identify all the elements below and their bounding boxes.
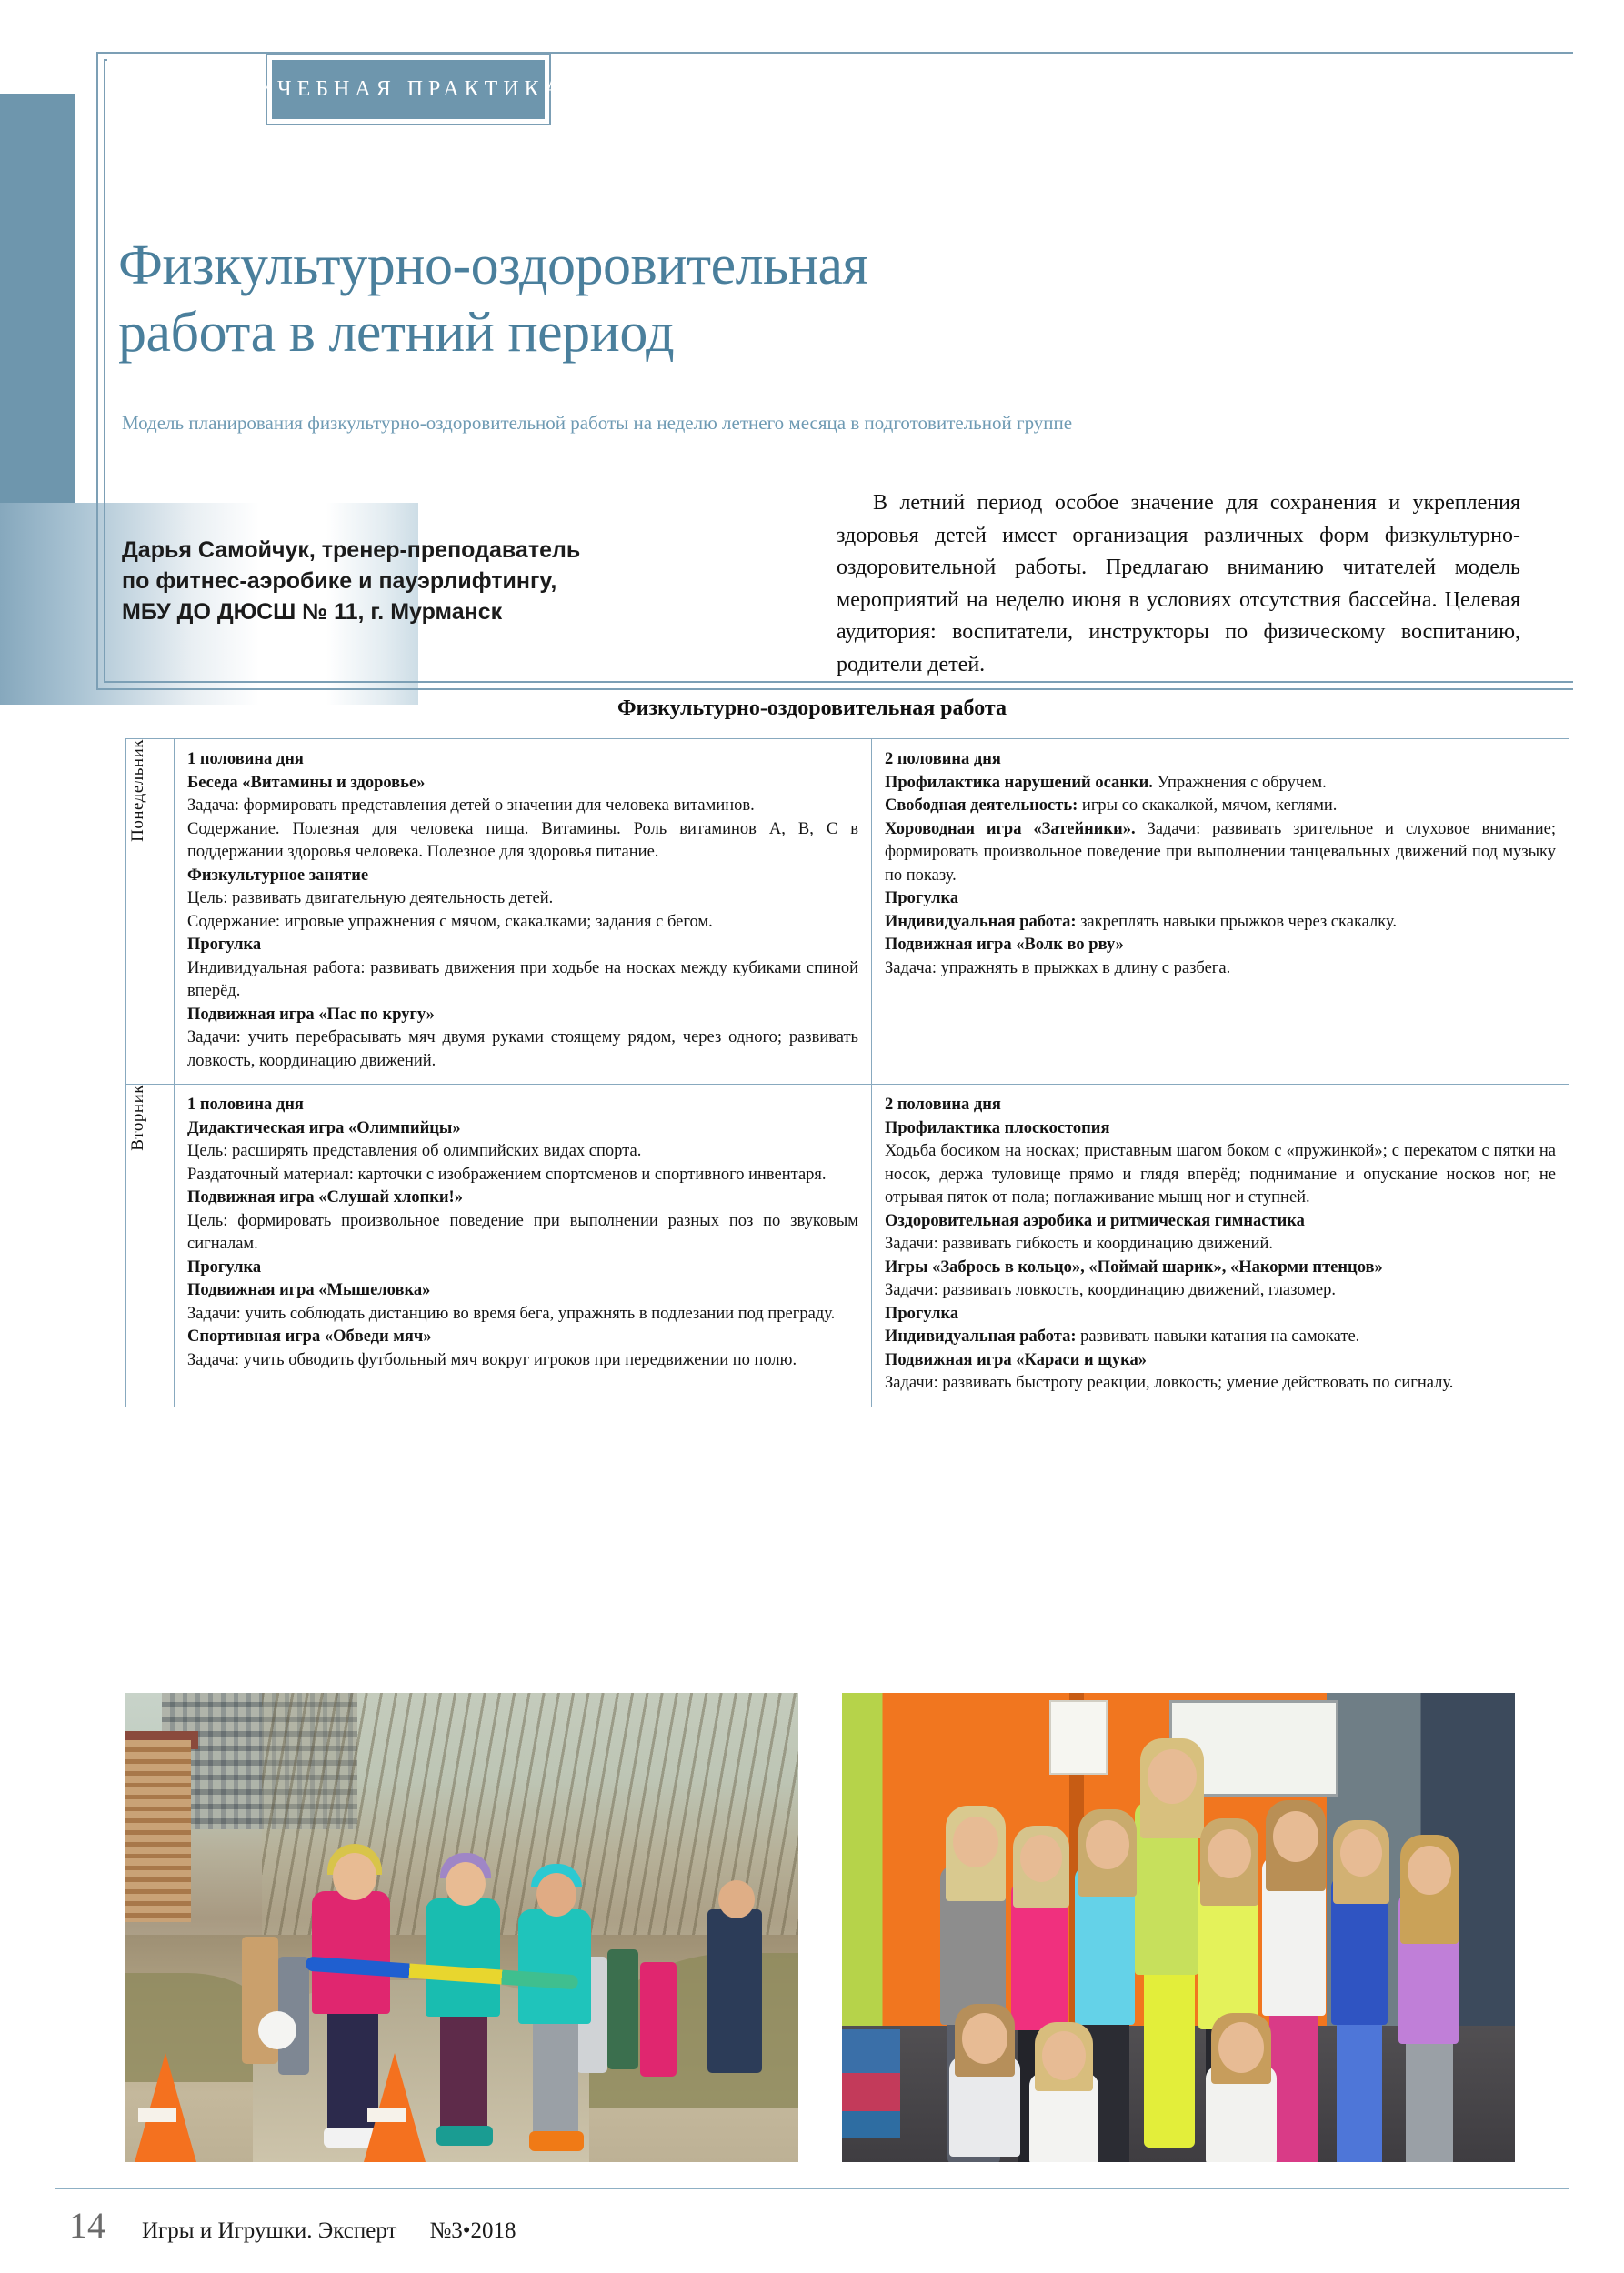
day-label: Вторник	[128, 1085, 147, 1151]
first-half-cell	[175, 1085, 872, 1407]
day-label-cell	[126, 739, 175, 1085]
photo1-bystander	[607, 1949, 638, 2069]
rubric-badge	[256, 54, 566, 125]
schedule-entry	[187, 1257, 858, 1280]
photo2-seated-child-head	[962, 2013, 1007, 2064]
schedule-entry	[885, 1257, 1556, 1280]
schedule-entry: Индивидуальная работа: развивать навыки катания на самокате.	[885, 1327, 1360, 1346]
entry-title: Дидактическая игра «Олимпийцы»	[187, 1118, 461, 1137]
schedule-entry: Индивидуальная работа: закреплять навыки прыжков через скакалку.	[885, 912, 1398, 931]
schedule-entry	[885, 1210, 1556, 1234]
second-half-cell	[872, 739, 1569, 1085]
lead-paragraph: В летний период особое значение для сохранения и укрепления здоровья детей имеет организация различных форм физкультурно-оздоровительной работы. Предлагаю вниманию читателей модель мероприятий на неделю июня в условиях отсутствия бассейна. Целевая аудитория: воспитатели, инструкторы по физическому воспитанию, родители детей.	[837, 491, 1520, 676]
photo2-child-legs	[1406, 2038, 1453, 2162]
entry-title: Спортивная игра «Обведи мяч»	[187, 1327, 432, 1346]
photo1-runner-shoes	[529, 2131, 584, 2151]
photo2-seated-child-head	[1042, 2031, 1086, 2080]
schedule-entry	[885, 934, 1556, 957]
day-label-cell	[126, 1085, 175, 1407]
page-subtitle: Модель планирования физкультурно-оздоровительной работы на неделю летнего месяца в подготовительной группе	[122, 412, 1073, 434]
entry-title: Свободная деятельность:	[885, 796, 1078, 815]
entry-title: Подвижная игра «Слушай хлопки!»	[187, 1188, 463, 1207]
schedule-entry: Задачи: развивать быстроту реакции, ловкость; умение действовать по сигналу.	[885, 1374, 1454, 1392]
day-label: Понедельник	[128, 739, 147, 842]
photo1-runner-torso	[426, 1898, 500, 2017]
photo2-coach-head	[1148, 1749, 1197, 1804]
photo2-child-head	[1340, 1829, 1382, 1877]
schedule-entry	[187, 1187, 858, 1210]
photo2-child-head	[1408, 1846, 1451, 1895]
schedule-entry: Раздаточный материал: карточки с изображением спортсменов и спортивного инвентаря.	[187, 1165, 827, 1184]
second-half-cell	[872, 1085, 1569, 1407]
footer-divider	[55, 2188, 1569, 2189]
page-footer	[55, 2204, 1569, 2247]
table-caption: Физкультурно-оздоровительная работа	[617, 696, 1007, 720]
schedule-entry: Профилактика нарушений осанки. Упражнения с обручем.	[885, 773, 1327, 792]
schedule-entry: Свободная деятельность: игры со скакалкой, мячом, кеглями.	[885, 796, 1338, 815]
rubric-label: УЧЕБНАЯ ПРАКТИКА	[270, 58, 546, 121]
entry-title: Беседа «Витамины и здоровье»	[187, 773, 426, 792]
photo2-poster	[1049, 1700, 1108, 1775]
photo1-runner-head	[536, 1873, 576, 1917]
page-title	[118, 232, 1464, 366]
entry-title: Профилактика плоскостопия	[885, 1118, 1110, 1137]
entry-title: Прогулка	[885, 889, 959, 907]
entry-title: Оздоровительная аэробика и ритмическая гимнастика	[885, 1211, 1305, 1230]
entry-title: Профилактика нарушений осанки.	[885, 773, 1153, 792]
schedule-entry: Задачи: учить перебрасывать мяч двумя руками стоящему рядом, через одного; развивать ловкость, координацию движений.	[187, 1028, 858, 1070]
entry-title: Прогулка	[187, 1257, 262, 1277]
schedule-entry: Цель: расширять представления об олимпийских видах спорта.	[187, 1142, 642, 1160]
entry-title: Подвижная игра «Мышеловка»	[187, 1281, 431, 1299]
entry-title: Подвижная игра «Волк во рву»	[885, 936, 1124, 954]
photo1-cone-stripe	[138, 2108, 176, 2122]
photo2-gym-mats	[842, 2029, 900, 2138]
schedule-entry	[187, 1326, 858, 1349]
half-heading: 2 половина дня	[885, 750, 1001, 768]
entry-title: Индивидуальная работа:	[885, 1327, 1077, 1346]
half-heading: 1 половина дня	[187, 1096, 304, 1114]
photo2-child-legs	[1337, 2018, 1382, 2162]
schedule-entry	[885, 1303, 1556, 1327]
author-line-2: по фитнес-аэробике и пауэрлифтингу,	[122, 568, 557, 594]
entry-title: Подвижная игра «Пас по кругу»	[187, 1005, 435, 1024]
schedule-entry	[187, 934, 858, 957]
photo1-runner-torso	[518, 1909, 591, 2024]
photo1-runner-legs	[440, 2013, 487, 2131]
schedule-entry	[187, 1279, 858, 1303]
photo1-runner-shoes	[436, 2126, 493, 2146]
photo1-runner-torso	[312, 1891, 390, 2014]
half-heading: 1 половина дня	[187, 750, 304, 768]
entry-title: Физкультурное занятие	[187, 866, 369, 885]
schedule-entry: Задачи: развивать ловкость, координацию движений, глазомер.	[885, 1281, 1337, 1299]
photo2-coach-legs	[1144, 1966, 1195, 2148]
photo-gym-group	[842, 1693, 1515, 2162]
table-row	[126, 1085, 1569, 1407]
schedule-entry	[885, 1117, 1556, 1141]
issue-number: №3•2018	[429, 2218, 516, 2243]
author-line-3: МБУ ДО ДЮСШ № 11, г. Мурманск	[122, 599, 503, 625]
page-title-line1: Физкультурно-оздоровительная	[118, 235, 868, 296]
schedule-entry	[187, 772, 858, 796]
photo-strip	[125, 1693, 1515, 2162]
photo2-child-legs	[1269, 2011, 1318, 2162]
photo1-runner-legs	[533, 2020, 578, 2137]
entry-title: Игры «Забрось в кольцо», «Поймай шарик», «Накорми птенцов»	[885, 1257, 1383, 1277]
entry-title: Индивидуальная работа:	[885, 912, 1077, 931]
schedule-entry: Задача: учить обводить футбольный мяч вокруг игроков при передвижении по полю.	[187, 1350, 797, 1369]
schedule-entry: Индивидуальная работа: развивать движения при ходьбе на носках между кубиками спиной вперёд.	[187, 958, 858, 1000]
schedule-entry: Содержание. Полезная для человека пища. Витамины. Роль витаминов А, В, С в поддержании здоровья человека. Полезное для здоровья питание.	[187, 819, 858, 861]
photo1-bystander	[640, 1962, 677, 2077]
first-half-cell	[175, 739, 872, 1085]
schedule-entry: Цель: развивать двигательную деятельность детей.	[187, 889, 554, 907]
photo1-bystander-man	[707, 1909, 762, 2073]
page-title-line2: работа в летний период	[118, 302, 675, 364]
schedule-entry: Содержание: игровые упражнения с мячом, скакалками; задания с бегом.	[187, 912, 713, 931]
photo1-runner-head	[333, 1853, 376, 1900]
photo1-bystander-head	[718, 1880, 755, 1918]
author-block	[122, 535, 758, 627]
schedule-table	[125, 738, 1569, 1407]
schedule-entry	[187, 1117, 858, 1141]
schedule-entry	[187, 1004, 858, 1027]
schedule-entry: Цель: формировать произвольное поведение при выполнении разных поз по звуковым сигналам.	[187, 1211, 858, 1253]
page-number: 14	[69, 2205, 105, 2246]
photo2-child-head	[1273, 1811, 1318, 1862]
photo2-child-head	[1086, 1820, 1129, 1869]
photo-outdoor-relay	[125, 1693, 798, 2162]
photo1-wooden-hut	[125, 1740, 191, 1922]
photo1-cone-stripe	[367, 2108, 406, 2122]
entry-title: Подвижная игра «Караси и щука»	[885, 1350, 1148, 1369]
photo1-white-ball	[258, 2011, 296, 2049]
magazine-name: Игры и Игрушки. Эксперт	[142, 2218, 397, 2243]
entry-title: Прогулка	[187, 936, 262, 954]
schedule-entry: Задача: упражнять в прыжках в длину с разбега.	[885, 958, 1231, 977]
photo2-child-head	[953, 1817, 998, 1867]
schedule-entry: Хороводная игра «Затейники». Задачи: развивать зрительное и слуховое внимание; формировать произвольное поведение при выполнении танцевальных движений под музыку по показу.	[885, 819, 1556, 885]
photo1-runner-head	[446, 1862, 486, 1906]
author-line-1: Дарья Самойчук, тренер-преподаватель	[122, 537, 581, 563]
photo2-seated-child-head	[1218, 2022, 1264, 2073]
schedule-entry: Задачи: развивать гибкость и координацию движений.	[885, 1235, 1273, 1253]
table-row	[126, 739, 1569, 1085]
schedule-entry	[885, 1349, 1556, 1373]
entry-title: Прогулка	[885, 1304, 959, 1323]
half-heading: 2 половина дня	[885, 1096, 1001, 1114]
photo2-child-head	[1020, 1835, 1062, 1882]
schedule-entry: Ходьба босиком на носках; приставным шагом боком с «пружинкой»; с перекатом с пятки на носок, держа туловище прямо и глядя вперёд; поднимание и опускание носков ног, не отрывая пяток от пола; поглаживание мышц ног и ступней.	[885, 1142, 1556, 1207]
schedule-entry: Задача: формировать представления детей о значении для человека витаминов.	[187, 796, 755, 815]
schedule-entry: Задачи: учить соблюдать дистанцию во время бега, упражнять в подлезании под преграду.	[187, 1304, 836, 1323]
entry-title: Хороводная игра «Затейники».	[885, 819, 1136, 838]
photo2-child-head	[1208, 1829, 1251, 1878]
schedule-entry	[885, 887, 1556, 911]
schedule-entry	[187, 865, 858, 888]
